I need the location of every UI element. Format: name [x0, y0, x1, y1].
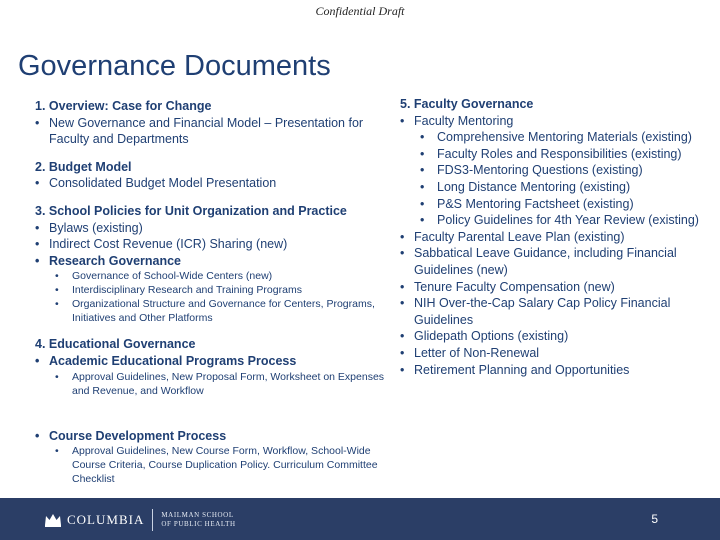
university-name: COLUMBIA	[67, 512, 145, 527]
sub-list-item: • Comprehensive Mentoring Materials (existing)	[400, 129, 715, 146]
section-4-heading: 4. Educational Governance	[35, 337, 196, 352]
list-item: • NIH Over-the-Cap Salary Cap Policy Financial Guidelines	[400, 295, 715, 328]
school-line-1: MAILMAN SCHOOL	[161, 511, 234, 519]
sub-list-item: • Governance of School-Wide Centers (new)	[35, 269, 385, 283]
list-item: • Tenure Faculty Compensation (new)	[400, 279, 715, 296]
sub-list-item: • Faculty Roles and Responsibilities (existing)	[400, 146, 715, 163]
sub-list-item: • FDS3-Mentoring Questions (existing)	[400, 162, 715, 179]
section-3-heading: 3. School Policies for Unit Organization and Practice	[35, 203, 347, 218]
list-item: • Indirect Cost Revenue (ICR) Sharing (new)	[35, 236, 385, 253]
list-item: • Sabbatical Leave Guidance, including Financial Guidelines (new)	[400, 245, 715, 278]
list-item: • Consolidated Budget Model Presentation	[35, 175, 385, 192]
list-item: • Faculty Mentoring	[400, 113, 715, 130]
section-1-heading: 1. Overview: Case for Change	[35, 99, 212, 113]
list-item: • Retirement Planning and Opportunities	[400, 362, 715, 379]
sub-list-item: • Long Distance Mentoring (existing)	[400, 179, 715, 196]
list-item: • Academic Educational Programs Process	[35, 353, 385, 370]
list-item: • Faculty Parental Leave Plan (existing)	[400, 229, 715, 246]
sub-list-item: • Organizational Structure and Governance for Centers, Programs, Initiatives and Other Platforms	[35, 297, 385, 325]
section-5-heading: 5. Faculty Governance	[400, 97, 534, 111]
footer-bar	[0, 498, 720, 540]
list-item: • New Governance and Financial Model – Presentation for Faculty and Departments	[35, 115, 385, 148]
list-item: • Glidepath Options (existing)	[400, 328, 715, 345]
list-item: • Research Governance	[35, 253, 385, 270]
sub-list-item: • Approval Guidelines, New Proposal Form, Worksheet on Expenses and Revenue, and Workflow	[35, 370, 385, 398]
page-title: Governance Documents	[18, 50, 331, 82]
sub-list-item: • P&S Mentoring Factsheet (existing)	[400, 196, 715, 213]
section-2-heading: 2. Budget Model	[35, 159, 132, 174]
logo-divider	[152, 509, 153, 531]
columbia-logo	[44, 509, 236, 531]
sub-list-item: • Interdisciplinary Research and Training Programs	[35, 283, 385, 297]
course-development-block	[35, 428, 395, 486]
page-number: 5	[651, 512, 658, 526]
sub-list-item: • Approval Guidelines, New Course Form, Workflow, School-Wide Course Criteria, Course Duplication Policy. Curriculum Committee Checklist	[35, 444, 395, 486]
right-column	[400, 96, 715, 378]
sub-list-item: • Policy Guidelines for 4th Year Review (existing)	[400, 212, 715, 229]
crown-icon	[44, 513, 62, 527]
list-item: • Course Development Process	[35, 428, 395, 444]
list-item: • Bylaws (existing)	[35, 220, 385, 237]
list-item: • Letter of Non-Renewal	[400, 345, 715, 362]
confidential-draft-label: Confidential Draft	[315, 4, 405, 18]
school-line-2: OF PUBLIC HEALTH	[161, 520, 236, 528]
school-name	[161, 511, 235, 529]
left-column	[35, 98, 385, 398]
